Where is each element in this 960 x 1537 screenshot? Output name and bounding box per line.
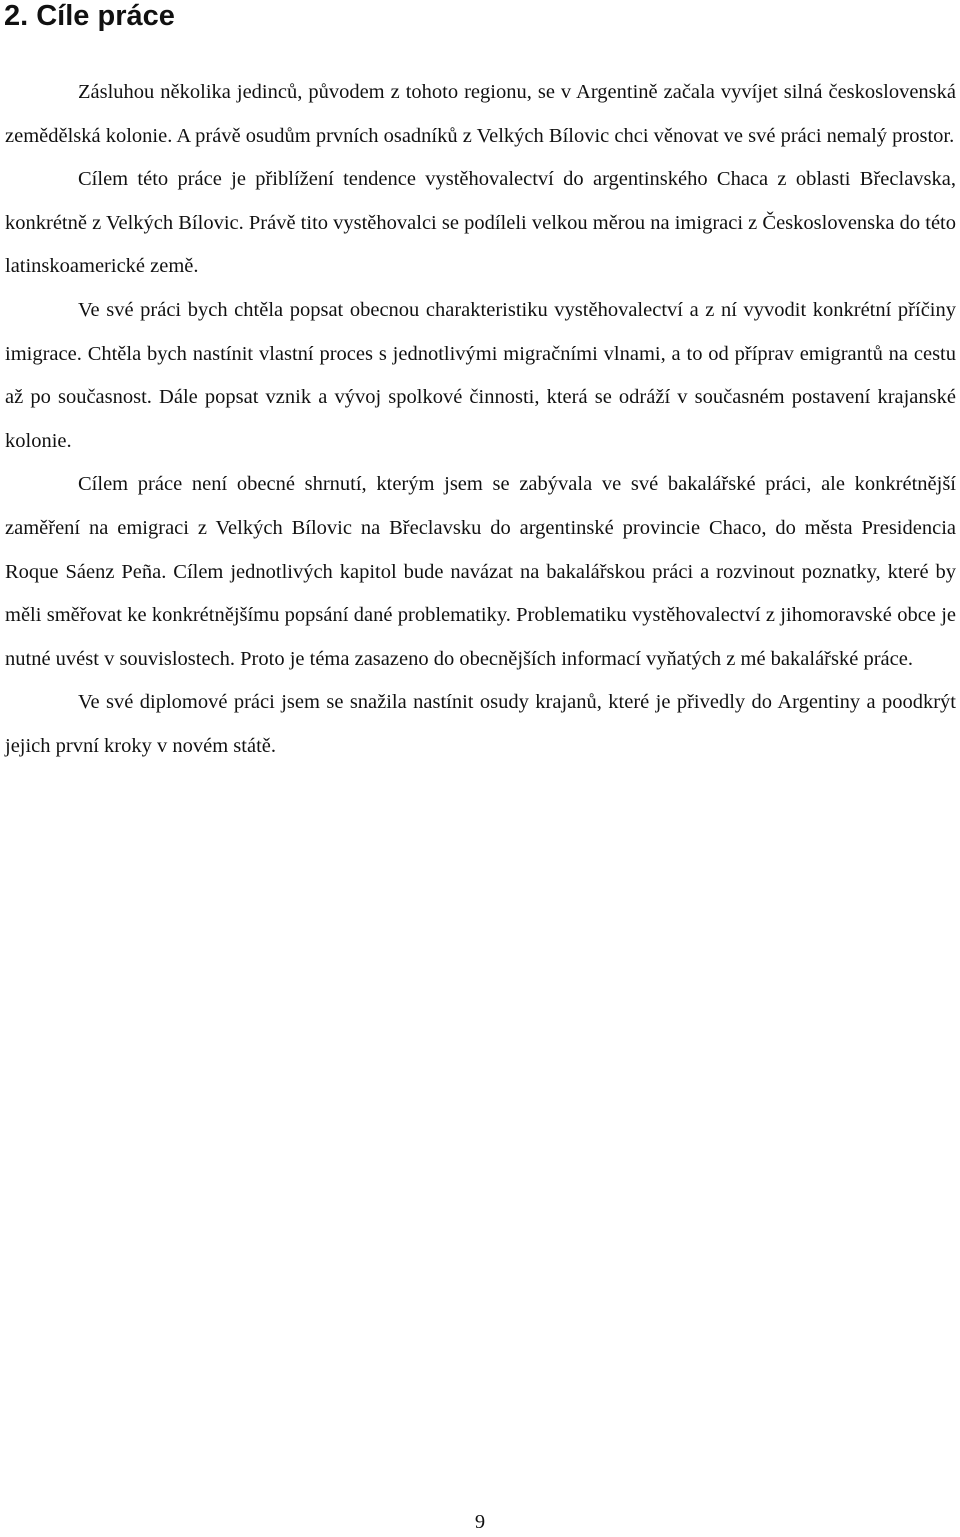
paragraph-2: Cílem této práce je přiblížení tendence vystěhovalectví do argentinského Chaca z oblasti Břeclavska, konkrétně z Velkých Bílovic. Právě tito vystěhovalci se podíleli velkou měrou na imigraci z Československa do této latinskoamerické země.: [5, 168, 956, 278]
paragraph-1: Zásluhou několika jedinců, původem z tohoto regionu, se v Argentině začala vyvíjet silná československá zemědělská kolonie. A právě osudům prvních osadníků z Velkých Bílovic chci věnovat ve své práci nemalý prostor.: [5, 81, 956, 147]
page-number: 9: [474, 1511, 486, 1533]
chapter-heading: 2. Cíle práce: [4, 0, 175, 32]
chapter-body: [5, 71, 956, 769]
paragraph-5: Ve své diplomové práci jsem se snažila nastínit osudy krajanů, které je přivedly do Argentiny a poodkrýt jejich první kroky v novém státě.: [5, 691, 956, 757]
paragraph-3: Ve své práci bych chtěla popsat obecnou charakteristiku vystěhovalectví a z ní vyvodit konkrétní příčiny imigrace. Chtěla bych nastínit vlastní proces s jednotlivými migračními vlnami, a to od příprav emigrantů na cestu až po současnost. Dále popsat vznik a vývoj spolkové činnosti, která se odráží v současném postavení krajanské kolonie.: [5, 298, 956, 452]
paragraph-4: Cílem práce není obecné shrnutí, kterým jsem se zabývala ve své bakalářské práci, ale konkrétnější zaměření na emigraci z Velkých Bílovic na Břeclavsku do argentinské provincie Chaco, do města Presidencia Roque Sáenz Peña. Cílem jednotlivých kapitol bude navázat na bakalářskou práci a rozvinout poznatky, které by měli směřovat ke konkrétnějšímu popsání dané problematiky. Problematiku vystěhovalectví z jihomoravské obce je nutné uvést v souvislostech. Proto je téma zasazeno do obecnějších informací vyňatých z mé bakalářské práce.: [5, 473, 956, 670]
